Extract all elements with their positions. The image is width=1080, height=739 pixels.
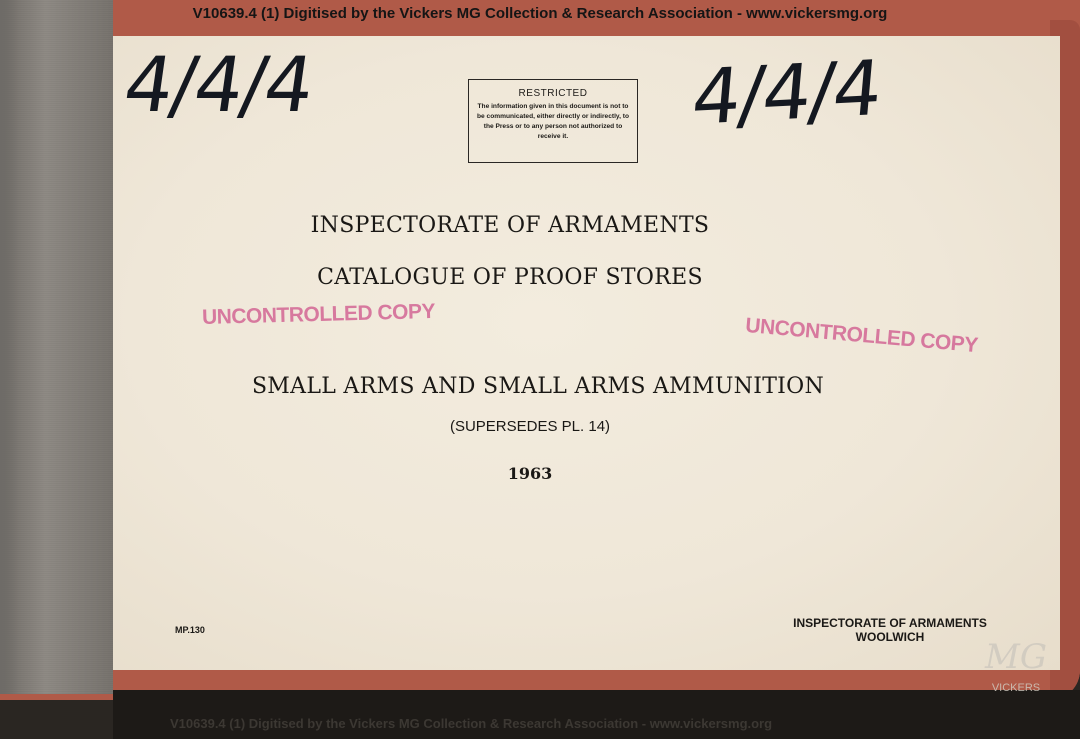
issuer-block [780,616,1000,644]
lower-page-shadow [113,690,1080,739]
ghost-footer-text: V10639.4 (1) Digitised by the Vickers MG Collection & Research Association - www.vickersmg.org [170,716,773,731]
document-code: MP.130 [175,625,205,635]
title-catalogue: CATALOGUE OF PROOF STORES [317,265,703,290]
uncontrolled-copy-stamp-left: UNCONTROLLED COPY [201,299,436,330]
spine-shadow [0,0,18,694]
restricted-title: RESTRICTED [518,88,588,99]
issuer-line-2: WOOLWICH [855,630,925,644]
supersedes-note: (SUPERSEDES PL. 14) [449,418,611,435]
title-small-arms: SMALL ARMS AND SMALL ARMS AMMUNITION [251,374,825,399]
publication-year: 1963 [507,464,553,483]
vickers-mg-watermark-logo [973,632,1059,732]
logo-text: VICKERS [991,682,1041,694]
issuer-line-1: INSPECTORATE OF ARMAMENTS [793,616,987,630]
logo-monogram: MG [985,637,1047,677]
handwritten-number-left: 4/4/4 [118,40,318,129]
digitisation-header: V10639.4 (1) Digitised by the Vickers MG Collection & Research Association - www.vickersmg.org [192,5,888,22]
handwritten-number-right: 4/4/4 [688,43,884,142]
restricted-body: The information given in this document is not to be communicated, either directly or indirectly, to the Press or to any person not authorized to receive it. [477,103,629,140]
title-inspectorate: INSPECTORATE OF ARMAMENTS [310,213,710,238]
restricted-notice-box [468,79,638,163]
uncontrolled-copy-stamp-right: UNCONTROLLED COPY [744,313,979,358]
